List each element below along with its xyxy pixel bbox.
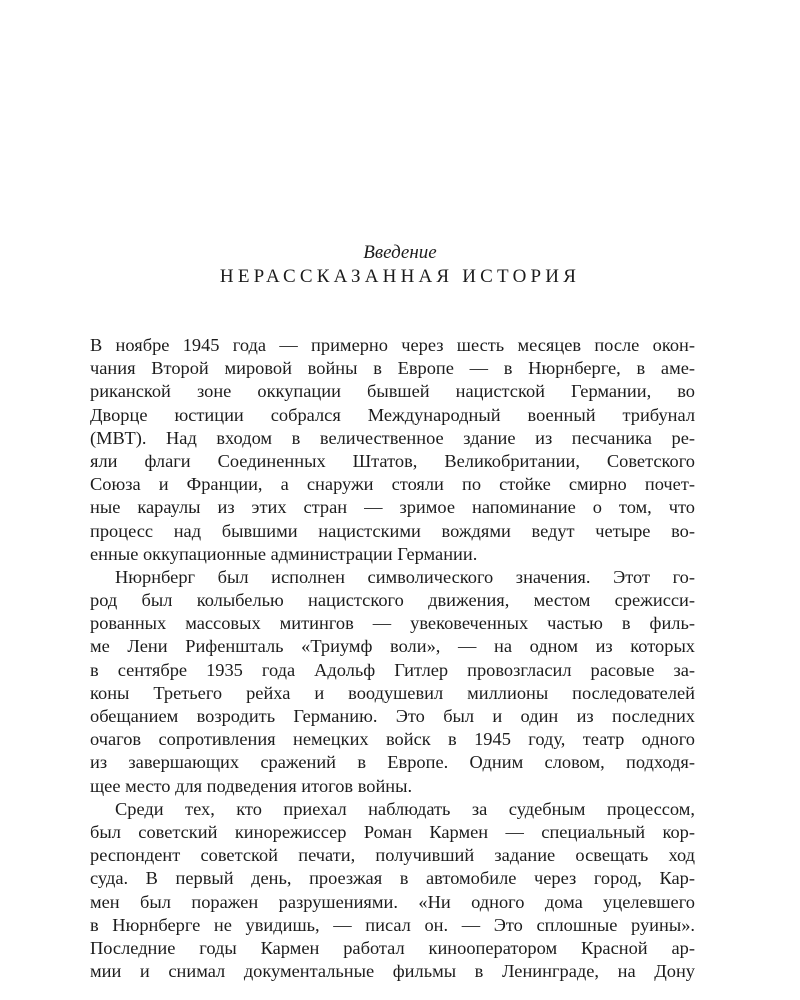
text-line: Нюрнберг был исполнен символического значения. Этот го- xyxy=(115,566,695,587)
text-line: риканской зоне оккупации бывшей нацистской Германии, во xyxy=(90,381,695,402)
text-line: ные караулы из этих стран — зримое напоминание о том, что xyxy=(90,497,695,518)
text-line: Союза и Франции, а снаружи стояли по стойке смирно почет- xyxy=(90,474,695,495)
text-line: из завершающих сражений в Европе. Одним словом, подходя- xyxy=(90,752,695,773)
section-kicker: Введение xyxy=(363,242,437,263)
text-line: Дворце юстиции собрался Международный военный трибунал xyxy=(90,404,695,425)
text-line: щее место для подведения итогов войны. xyxy=(90,775,413,796)
chapter-title: НЕРАССКАЗАННАЯ ИСТОРИЯ xyxy=(219,266,581,287)
text-line: (МВТ). Над входом в величественное здание из песчаника ре- xyxy=(90,427,695,448)
body-text xyxy=(90,334,695,983)
text-line: обещанием возродить Германию. Это был и один из последних xyxy=(90,706,695,726)
text-line: рованных массовых митингов — увековеченных частью в филь- xyxy=(90,613,695,634)
text-line: процесс над бывшими нацистскими вождями ведут четыре во- xyxy=(90,520,695,541)
text-line: чания Второй мировой войны в Европе — в Нюрнберге, в аме- xyxy=(90,358,695,379)
text-line: В ноябре 1945 года — примерно через шесть месяцев после окон- xyxy=(90,335,695,355)
text-line: суда. В первый день, проезжая в автомобиле через город, Кар- xyxy=(90,868,695,889)
text-line: Среди тех, кто приехал наблюдать за судебным процессом, xyxy=(115,798,695,819)
text-line: мен был поражен разрушениями. «Ни одного дома уцелевшего xyxy=(90,891,695,912)
text-line: в Нюрнберге не увидишь, — писал он. — Это сплошные руины». xyxy=(90,914,695,935)
text-line: енные оккупационные администрации Германии. xyxy=(90,543,478,564)
text-line: ме Лени Рифеншталь «Триумф воли», — на одном из которых xyxy=(90,636,695,657)
text-line: яли флаги Соединенных Штатов, Великобритании, Советского xyxy=(90,450,695,471)
text-line: мии и снимал документальные фильмы в Ленинграде, на Дону xyxy=(90,961,695,982)
text-line: род был колыбелью нацистского движения, местом срежисси- xyxy=(90,590,695,611)
text-line: респондент советской печати, получивший задание освещать ход xyxy=(90,845,695,866)
text-line: Последние годы Кармен работал кинооператором Красной ар- xyxy=(90,937,695,958)
text-line: был советский кинорежиссер Роман Кармен — специальный кор- xyxy=(90,821,695,842)
text-line: в сентябре 1935 года Адольф Гитлер провозгласил расовые за- xyxy=(90,659,695,680)
text-line: коны Третьего рейха и воодушевил миллионы последователей xyxy=(90,682,695,703)
text-line: очагов сопротивления немецких войск в 1945 году, театр одного xyxy=(90,729,695,750)
